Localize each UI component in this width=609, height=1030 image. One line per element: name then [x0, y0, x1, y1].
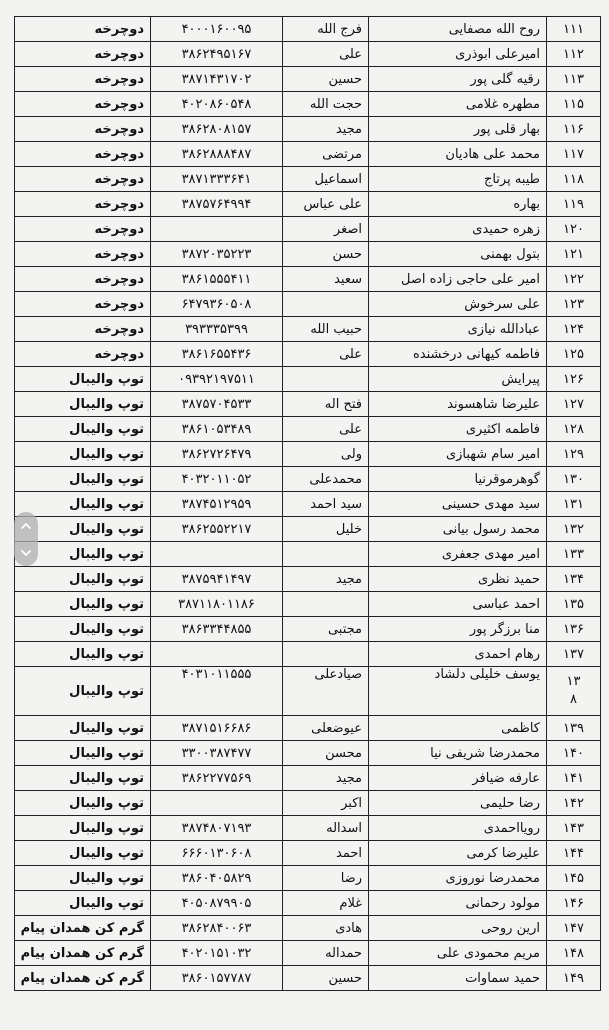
- category-cell: توپ والیبال: [15, 866, 151, 891]
- row-number-cell: [547, 667, 601, 716]
- father-name-cell: هادی: [283, 916, 369, 941]
- category-cell: توپ والیبال: [15, 392, 151, 417]
- national-code-cell: ۴۰۲۰۸۶۰۵۴۸: [151, 92, 283, 117]
- row-number-cell: ۱۳۹: [547, 716, 601, 741]
- father-name-cell: [283, 292, 369, 317]
- category-cell: توپ والیبال: [15, 617, 151, 642]
- row-number-cell: ۱۱۳: [547, 67, 601, 92]
- full-name-cell: علی سرخوش: [369, 292, 547, 317]
- row-number-cell: ۱۱۲: [547, 42, 601, 67]
- category-cell: توپ والیبال: [15, 716, 151, 741]
- category-cell: دوچرخه: [15, 142, 151, 167]
- father-name-cell: خلیل: [283, 517, 369, 542]
- category-cell: توپ والیبال: [15, 567, 151, 592]
- father-name-cell: [283, 367, 369, 392]
- category-cell: توپ والیبال: [15, 766, 151, 791]
- national-code-cell: ۳۸۷۴۸۰۷۱۹۳: [151, 816, 283, 841]
- row-number-cell: ۱۳۷: [547, 642, 601, 667]
- table-row: [15, 617, 601, 642]
- full-name-cell: عارفه ضیافر: [369, 766, 547, 791]
- father-name-cell: اسداله: [283, 816, 369, 841]
- full-name-cell: فاطمه کیهانی درخشنده: [369, 342, 547, 367]
- full-name-cell: کاظمی: [369, 716, 547, 741]
- row-number-cell: ۱۲۷: [547, 392, 601, 417]
- category-cell: توپ والیبال: [15, 517, 151, 542]
- table-row: [15, 766, 601, 791]
- father-name-cell: [283, 542, 369, 567]
- national-code-cell: ۳۸۶۱۵۵۵۴۱۱: [151, 267, 283, 292]
- national-code-cell: ۳۸۶۱۰۵۳۴۸۹: [151, 417, 283, 442]
- category-cell: توپ والیبال: [15, 467, 151, 492]
- father-name-cell: حسین: [283, 966, 369, 991]
- table-row: [15, 142, 601, 167]
- table-row: [15, 542, 601, 567]
- father-name-cell: [283, 592, 369, 617]
- national-code-cell: ۳۸۷۱۴۳۱۷۰۲: [151, 67, 283, 92]
- father-name-cell: حبیب الله: [283, 317, 369, 342]
- category-cell: توپ والیبال: [15, 367, 151, 392]
- national-code-cell: ۳۸۷۴۵۱۲۹۵۹: [151, 492, 283, 517]
- row-number-cell: ۱۳۴: [547, 567, 601, 592]
- category-cell: توپ والیبال: [15, 592, 151, 617]
- father-name-cell: مرتضی: [283, 142, 369, 167]
- full-name-cell: رویااحمدی: [369, 816, 547, 841]
- full-name-cell: محمد علی هادیان: [369, 142, 547, 167]
- table-row: [15, 417, 601, 442]
- father-name-cell: حسن: [283, 242, 369, 267]
- national-code-cell: ۳۸۷۵۹۴۱۴۹۷: [151, 567, 283, 592]
- father-name-cell: احمد: [283, 841, 369, 866]
- row-number-cell: ۱۴۵: [547, 866, 601, 891]
- row-number-text: ۱۳ ۸: [566, 674, 581, 707]
- category-cell: توپ والیبال: [15, 891, 151, 916]
- category-cell: توپ والیبال: [15, 741, 151, 766]
- father-name-cell: حسین: [283, 67, 369, 92]
- father-name-cell: مجید: [283, 766, 369, 791]
- table-row: [15, 741, 601, 766]
- row-number-cell: ۱۳۳: [547, 542, 601, 567]
- table-row: [15, 42, 601, 67]
- row-number-cell: ۱۴۱: [547, 766, 601, 791]
- table-row: [15, 467, 601, 492]
- father-name-cell: رضا: [283, 866, 369, 891]
- full-name-cell: طیبه پرتاج: [369, 167, 547, 192]
- row-number-cell: ۱۱۸: [547, 167, 601, 192]
- table-row: [15, 92, 601, 117]
- national-code-cell: ۳۸۶۲۸۴۰۰۶۳: [151, 916, 283, 941]
- table-row: [15, 667, 601, 716]
- row-number-cell: ۱۳۶: [547, 617, 601, 642]
- table-row: [15, 891, 601, 916]
- national-code-cell: ۳۳۰۰۳۸۷۴۷۷: [151, 741, 283, 766]
- table-row: [15, 17, 601, 42]
- national-code-cell: [151, 542, 283, 567]
- full-name-cell: بهار قلی پور: [369, 117, 547, 142]
- father-name-cell: فرج الله: [283, 17, 369, 42]
- category-cell: دوچرخه: [15, 42, 151, 67]
- row-number-cell: ۱۴۹: [547, 966, 601, 991]
- category-cell: دوچرخه: [15, 342, 151, 367]
- full-name-cell: رقیه گلی پور: [369, 67, 547, 92]
- table-row: [15, 916, 601, 941]
- father-name-cell: اکبر: [283, 791, 369, 816]
- full-name-cell: عبادالله نیازی: [369, 317, 547, 342]
- national-code-cell: ۳۸۷۲۰۳۵۲۲۳: [151, 242, 283, 267]
- category-cell: دوچرخه: [15, 167, 151, 192]
- national-code-cell: ۶۶۶۰۱۳۰۶۰۸: [151, 841, 283, 866]
- category-cell: توپ والیبال: [15, 791, 151, 816]
- father-name-cell: صیادعلی: [283, 667, 369, 716]
- row-number-cell: ۱۴۴: [547, 841, 601, 866]
- national-code-cell: ۳۸۶۳۳۴۴۸۵۵: [151, 617, 283, 642]
- national-code-cell: ۳۸۷۱۵۱۶۶۸۶: [151, 716, 283, 741]
- full-name-cell: محمد رسول بیانی: [369, 517, 547, 542]
- table-row: [15, 816, 601, 841]
- father-name-cell: سید احمد: [283, 492, 369, 517]
- father-name-cell: حمداله: [283, 941, 369, 966]
- table-row: [15, 567, 601, 592]
- full-name-cell: یوسف خلیلی دلشاد: [369, 667, 547, 716]
- category-cell: دوچرخه: [15, 192, 151, 217]
- national-code-cell: ۴۰۳۲۰۱۱۰۵۲: [151, 467, 283, 492]
- category-cell: توپ والیبال: [15, 642, 151, 667]
- row-number-cell: ۱۱۱: [547, 17, 601, 42]
- national-code-cell: ۴۰۲۰۱۵۱۰۳۲: [151, 941, 283, 966]
- table-row: [15, 292, 601, 317]
- full-name-cell: منا برزگر پور: [369, 617, 547, 642]
- category-cell: توپ والیبال: [15, 442, 151, 467]
- row-number-cell: ۱۲۶: [547, 367, 601, 392]
- table-row: [15, 966, 601, 991]
- full-name-cell: مطهره غلامی: [369, 92, 547, 117]
- full-name-cell: امیر مهدی جعفری: [369, 542, 547, 567]
- national-code-cell: ۳۸۶۱۶۵۵۴۳۶: [151, 342, 283, 367]
- chevron-down-icon[interactable]: [19, 546, 33, 560]
- full-name-cell: حمید سماوات: [369, 966, 547, 991]
- full-name-cell: فاطمه اکثیری: [369, 417, 547, 442]
- father-name-cell: فتح اله: [283, 392, 369, 417]
- category-cell: دوچرخه: [15, 242, 151, 267]
- table-row: [15, 167, 601, 192]
- father-name-cell: علی: [283, 42, 369, 67]
- father-name-cell: محسن: [283, 741, 369, 766]
- national-code-cell: ۳۸۷۵۷۰۴۵۳۳: [151, 392, 283, 417]
- category-cell: توپ والیبال: [15, 542, 151, 567]
- row-number-cell: ۱۳۲: [547, 517, 601, 542]
- row-number-cell: ۱۳۱: [547, 492, 601, 517]
- row-number-cell: ۱۲۲: [547, 267, 601, 292]
- row-number-cell: ۱۴۰: [547, 741, 601, 766]
- table-row: [15, 642, 601, 667]
- category-cell: توپ والیبال: [15, 667, 151, 716]
- table-row: [15, 716, 601, 741]
- row-number-cell: ۱۲۳: [547, 292, 601, 317]
- category-cell: دوچرخه: [15, 92, 151, 117]
- table-row: [15, 866, 601, 891]
- category-cell: دوچرخه: [15, 317, 151, 342]
- full-name-cell: احمد عباسی: [369, 592, 547, 617]
- father-name-cell: [283, 642, 369, 667]
- table-row: [15, 67, 601, 92]
- full-name-cell: محمدرضا شریفی نیا: [369, 741, 547, 766]
- category-cell: دوچرخه: [15, 117, 151, 142]
- table-row: [15, 492, 601, 517]
- category-cell: دوچرخه: [15, 267, 151, 292]
- father-name-cell: سعید: [283, 267, 369, 292]
- full-name-cell: پیرایش: [369, 367, 547, 392]
- category-cell: گرم کن همدان پیام: [15, 966, 151, 991]
- full-name-cell: علیرضا کرمی: [369, 841, 547, 866]
- father-name-cell: مجید: [283, 117, 369, 142]
- row-number-cell: ۱۳۰: [547, 467, 601, 492]
- full-name-cell: بهاره: [369, 192, 547, 217]
- row-number-cell: ۱۱۶: [547, 117, 601, 142]
- table-row: [15, 217, 601, 242]
- row-number-cell: ۱۲۴: [547, 317, 601, 342]
- full-name-cell: مریم محمودی علی: [369, 941, 547, 966]
- national-code-cell: [151, 217, 283, 242]
- table-row: [15, 267, 601, 292]
- father-name-cell: عیوضعلی: [283, 716, 369, 741]
- full-name-cell: سید مهدی حسینی: [369, 492, 547, 517]
- roster-body: [15, 17, 601, 991]
- father-name-cell: محمدعلی: [283, 467, 369, 492]
- father-name-cell: اصغر: [283, 217, 369, 242]
- full-name-cell: روح الله مصفایی: [369, 17, 547, 42]
- category-cell: توپ والیبال: [15, 492, 151, 517]
- row-number-cell: ۱۳۵: [547, 592, 601, 617]
- full-name-cell: امیر سام شهبازی: [369, 442, 547, 467]
- national-code-cell: ۴۰۳۱۰۱۱۵۵۵: [151, 667, 283, 716]
- row-number-cell: ۱۱۷: [547, 142, 601, 167]
- roster-table: [14, 16, 601, 991]
- category-cell: توپ والیبال: [15, 816, 151, 841]
- table-row: [15, 342, 601, 367]
- row-number-cell: ۱۲۸: [547, 417, 601, 442]
- father-name-cell: علی: [283, 342, 369, 367]
- row-number-cell: ۱۲۰: [547, 217, 601, 242]
- row-number-cell: ۱۱۹: [547, 192, 601, 217]
- full-name-cell: امیرعلی ابوذری: [369, 42, 547, 67]
- father-name-cell: ولی: [283, 442, 369, 467]
- national-code-cell: ۰۹۳۹۲۱۹۷۵۱۱: [151, 367, 283, 392]
- father-name-cell: مجید: [283, 567, 369, 592]
- full-name-cell: بتول بهمنی: [369, 242, 547, 267]
- category-cell: توپ والیبال: [15, 841, 151, 866]
- table-row: [15, 442, 601, 467]
- national-code-cell: ۳۸۶۲۵۵۲۲۱۷: [151, 517, 283, 542]
- table-row: [15, 592, 601, 617]
- full-name-cell: حمید نظری: [369, 567, 547, 592]
- father-name-cell: اسماعیل: [283, 167, 369, 192]
- chevron-up-icon[interactable]: [19, 519, 33, 533]
- table-row: [15, 841, 601, 866]
- category-cell: دوچرخه: [15, 17, 151, 42]
- father-name-cell: علی عباس: [283, 192, 369, 217]
- national-code-cell: ۳۸۶۲۷۲۶۴۷۹: [151, 442, 283, 467]
- father-name-cell: علی: [283, 417, 369, 442]
- scroll-control[interactable]: [14, 512, 38, 566]
- national-code-cell: ۶۴۷۹۳۶۰۵۰۸: [151, 292, 283, 317]
- table-row: [15, 941, 601, 966]
- full-name-cell: علیرضا شاهسوند: [369, 392, 547, 417]
- category-cell: دوچرخه: [15, 67, 151, 92]
- row-number-cell: ۱۴۸: [547, 941, 601, 966]
- national-code-cell: ۴۰۵۰۸۷۹۹۰۵: [151, 891, 283, 916]
- row-number-cell: ۱۴۳: [547, 816, 601, 841]
- full-name-cell: محمدرضا نوروزی: [369, 866, 547, 891]
- category-cell: دوچرخه: [15, 292, 151, 317]
- category-cell: گرم کن همدان پیام: [15, 941, 151, 966]
- category-cell: گرم کن همدان پیام: [15, 916, 151, 941]
- national-code-cell: ۳۸۶۲۴۹۵۱۶۷: [151, 42, 283, 67]
- father-name-cell: حجت الله: [283, 92, 369, 117]
- row-number-cell: ۱۴۷: [547, 916, 601, 941]
- national-code-cell: ۳۸۶۰۱۵۷۷۸۷: [151, 966, 283, 991]
- row-number-cell: ۱۲۹: [547, 442, 601, 467]
- national-code-cell: ۳۸۷۵۷۶۴۹۹۴: [151, 192, 283, 217]
- national-code-cell: [151, 791, 283, 816]
- full-name-cell: رضا حلیمی: [369, 791, 547, 816]
- national-code-cell: [151, 642, 283, 667]
- full-name-cell: مولود رحمانی: [369, 891, 547, 916]
- full-name-cell: گوهرموقرنیا: [369, 467, 547, 492]
- row-number-cell: ۱۲۱: [547, 242, 601, 267]
- table-row: [15, 791, 601, 816]
- full-name-cell: ارین روحی: [369, 916, 547, 941]
- row-number-cell: ۱۴۲: [547, 791, 601, 816]
- row-number-cell: ۱۱۵: [547, 92, 601, 117]
- national-code-cell: ۳۸۶۰۴۰۵۸۲۹: [151, 866, 283, 891]
- table-row: [15, 242, 601, 267]
- table-row: [15, 117, 601, 142]
- national-code-cell: ۳۸۷۱۱۸۰۱۱۸۶: [151, 592, 283, 617]
- national-code-cell: ۳۹۳۳۳۵۳۹۹: [151, 317, 283, 342]
- father-name-cell: مجتبی: [283, 617, 369, 642]
- national-code-cell: ۳۸۷۱۳۳۳۶۴۱: [151, 167, 283, 192]
- row-number-cell: ۱۲۵: [547, 342, 601, 367]
- row-number-cell: ۱۴۶: [547, 891, 601, 916]
- full-name-cell: امیر علی حاجی زاده اصل: [369, 267, 547, 292]
- full-name-cell: رهام احمدی: [369, 642, 547, 667]
- national-code-cell: ۳۸۶۲۸۸۸۴۸۷: [151, 142, 283, 167]
- national-code-cell: ۴۰۰۰۱۶۰۰۹۵: [151, 17, 283, 42]
- category-cell: دوچرخه: [15, 217, 151, 242]
- full-name-cell: زهره حمیدی: [369, 217, 547, 242]
- national-code-cell: ۳۸۶۲۸۰۸۱۵۷: [151, 117, 283, 142]
- national-code-cell: ۳۸۶۲۲۷۷۵۶۹: [151, 766, 283, 791]
- category-cell: توپ والیبال: [15, 417, 151, 442]
- table-row: [15, 367, 601, 392]
- table-row: [15, 317, 601, 342]
- table-row: [15, 517, 601, 542]
- table-row: [15, 192, 601, 217]
- table-row: [15, 392, 601, 417]
- father-name-cell: غلام: [283, 891, 369, 916]
